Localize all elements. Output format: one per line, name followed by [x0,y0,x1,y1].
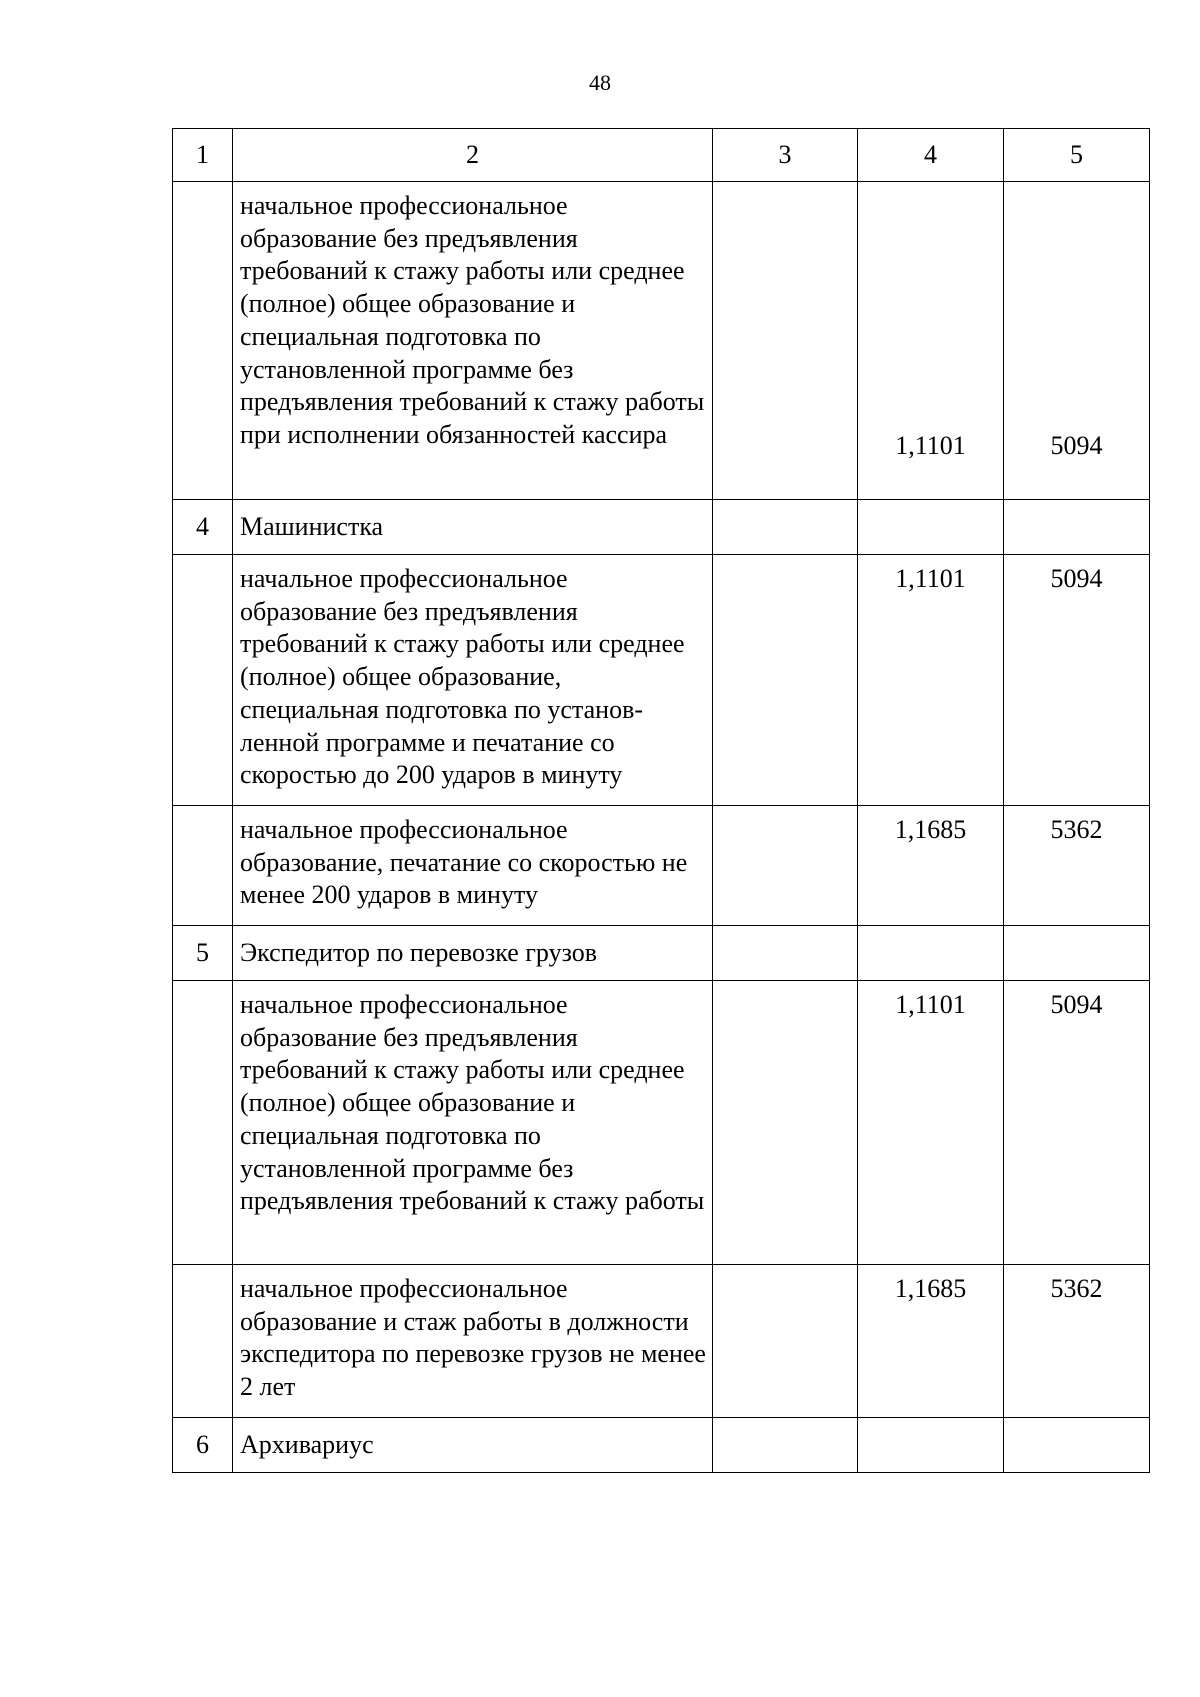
table-header-row [173,129,1150,182]
header-cell-4: 4 [858,129,1004,182]
salary-cell [1004,1418,1150,1473]
salary-cell: 5094 [1004,981,1150,1265]
requirement-text: начальное профессиональное образование без предъявления требований к стажу работы или среднее (полное) общее образование, специальная подготовка по установ-ленной программе и печатание со скоростью до 200 ударов в минуту [233,555,713,806]
row-number-cell [173,1265,233,1418]
table-row [173,555,1150,806]
header-cell-5: 5 [1004,129,1150,182]
coefficient-cell: 1,1685 [858,1265,1004,1418]
table-row [173,182,1150,500]
requirement-text: начальное профессиональное образование, печатание со скоростью не менее 200 ударов в минуту [233,806,713,926]
coefficient-cell [858,1418,1004,1473]
row-number-cell [173,806,233,926]
salary-cell: 5362 [1004,1265,1150,1418]
row-number-cell: 6 [173,1418,233,1473]
row-number-cell [173,555,233,806]
requirement-text: начальное профессиональное образование без предъявления требований к стажу работы или среднее (полное) общее образование и специальная подготовка по установленной программе без предъявления требований к стажу работы при исполнении обязанностей кассира [233,182,713,500]
requirement-text: начальное профессиональное образование без предъявления требований к стажу работы или среднее (полное) общее образование и специальная подготовка по установленной программе без предъявления требований к стажу работы [233,981,713,1265]
empty-cell [713,806,858,926]
header-cell-2: 2 [233,129,713,182]
empty-cell [713,981,858,1265]
table-row [173,1418,1150,1473]
requirement-text: начальное профессиональное образование и стаж работы в должности экспедитора по перевозке грузов не менее 2 лет [233,1265,713,1418]
row-number-cell [173,182,233,500]
page-number: 48 [589,70,611,95]
header-cell-3: 3 [713,129,858,182]
empty-cell [713,555,858,806]
empty-cell [713,1265,858,1418]
coefficient-cell: 1,1685 [858,806,1004,926]
table-row [173,1265,1150,1418]
empty-cell [713,1418,858,1473]
coefficient-cell: 1,1101 [858,981,1004,1265]
coefficient-cell [858,926,1004,981]
table-row [173,926,1150,981]
empty-cell [713,500,858,555]
salary-table [172,128,1150,1473]
table-row [173,806,1150,926]
salary-cell: 5094 [1004,182,1150,500]
salary-cell: 5094 [1004,555,1150,806]
table-row [173,500,1150,555]
coefficient-cell: 1,1101 [858,555,1004,806]
coefficient-cell: 1,1101 [858,182,1004,500]
row-number-cell: 4 [173,500,233,555]
table-row [173,981,1150,1265]
position-title: Архивариус [233,1418,713,1473]
row-number-cell: 5 [173,926,233,981]
empty-cell [713,926,858,981]
salary-cell [1004,500,1150,555]
position-title: Машинистка [233,500,713,555]
position-title: Экспедитор по перевозке грузов [233,926,713,981]
salary-cell [1004,926,1150,981]
coefficient-cell [858,500,1004,555]
header-cell-1: 1 [173,129,233,182]
row-number-cell [173,981,233,1265]
empty-cell [713,182,858,500]
salary-cell: 5362 [1004,806,1150,926]
